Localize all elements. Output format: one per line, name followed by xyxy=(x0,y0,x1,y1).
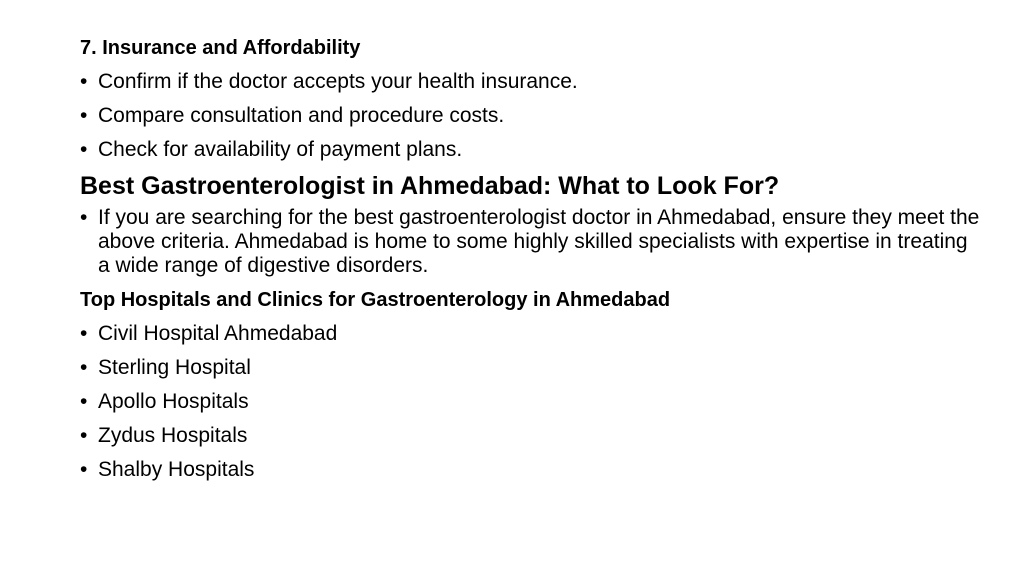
list-item xyxy=(80,68,980,96)
section-heading-best-gastroenterologist: Best Gastroenterologist in Ahmedabad: What to Look For? xyxy=(80,172,780,200)
list-item xyxy=(80,422,980,450)
bullet-icon: • xyxy=(80,424,88,447)
best-gastro-list xyxy=(80,206,980,278)
list-item xyxy=(80,456,980,484)
insurance-list xyxy=(80,68,980,164)
bullet-icon: • xyxy=(80,70,88,93)
list-item xyxy=(80,320,980,348)
list-item xyxy=(80,354,980,382)
bullet-icon: • xyxy=(80,458,88,481)
list-item xyxy=(80,102,980,130)
bullet-icon: • xyxy=(80,322,88,345)
list-item-text: Check for availability of payment plans. xyxy=(98,138,463,161)
list-item xyxy=(80,206,980,278)
list-item-text: Sterling Hospital xyxy=(98,356,251,379)
list-item-text: Civil Hospital Ahmedabad xyxy=(98,322,338,345)
list-item xyxy=(80,388,980,416)
list-item-text: Zydus Hospitals xyxy=(98,424,248,447)
bullet-icon: • xyxy=(80,206,88,229)
list-item-text: Confirm if the doctor accepts your health insurance. xyxy=(98,70,578,93)
hospitals-list xyxy=(80,320,980,484)
bullet-icon: • xyxy=(80,356,88,379)
section-heading-insurance: 7. Insurance and Affordability xyxy=(80,37,361,59)
list-item-text: Apollo Hospitals xyxy=(98,390,249,413)
list-item xyxy=(80,136,980,164)
list-item-text: Compare consultation and procedure costs. xyxy=(98,104,505,127)
bullet-icon: • xyxy=(80,104,88,127)
bullet-icon: • xyxy=(80,138,88,161)
section-heading-top-hospitals: Top Hospitals and Clinics for Gastroenterology in Ahmedabad xyxy=(80,289,671,311)
slide-content xyxy=(80,34,980,490)
list-item-text: If you are searching for the best gastroenterologist doctor in Ahmedabad, ensure they meet the above criteria. Ahmedabad is home to some highly skilled specialists with expertise in treating a wide range of digestive disorders. xyxy=(98,206,980,277)
bullet-icon: • xyxy=(80,390,88,413)
list-item-text: Shalby Hospitals xyxy=(98,458,255,481)
